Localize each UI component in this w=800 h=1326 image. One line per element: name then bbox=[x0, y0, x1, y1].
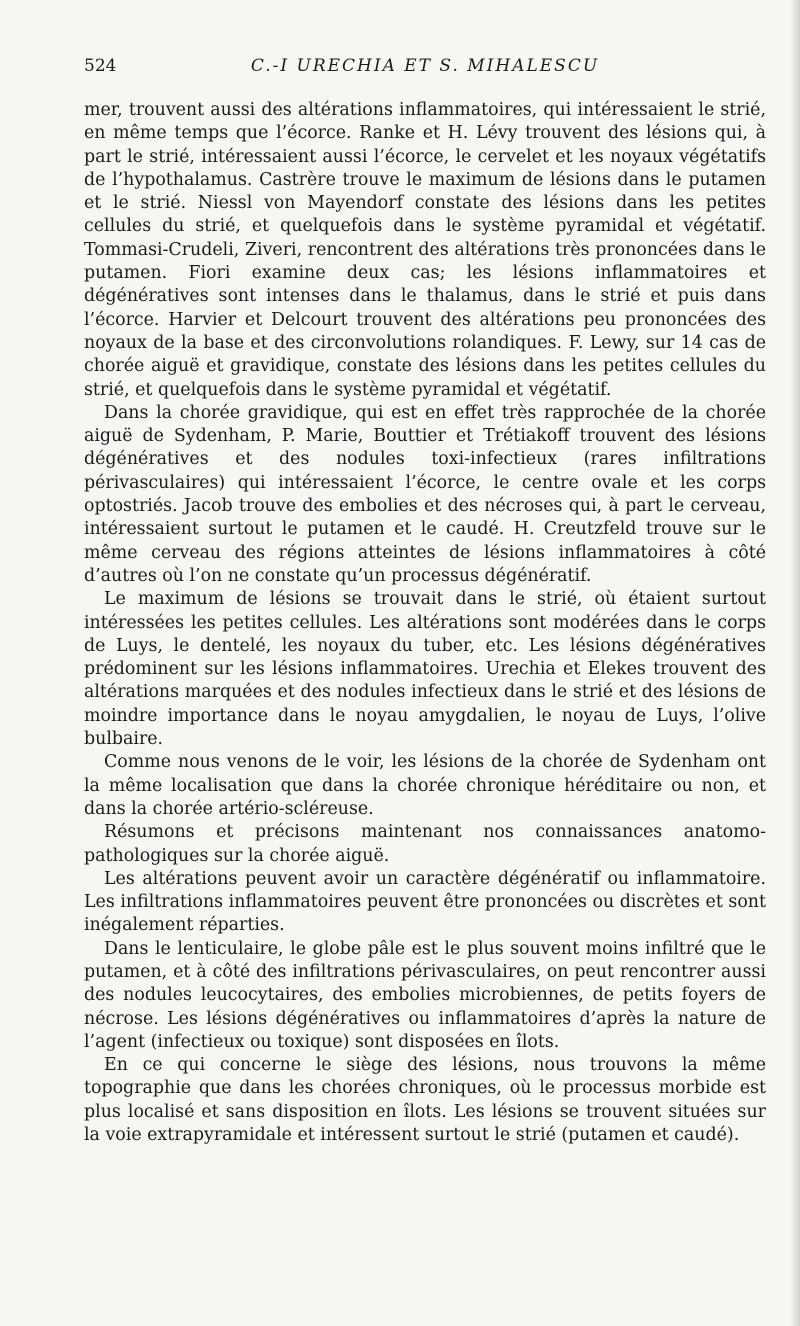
paragraph: Comme nous venons de le voir, les lésions de la chorée de Sydenham ont la même localisation que dans la chorée chronique héréditaire ou non, et dans la chorée artério-scléreuse. bbox=[84, 752, 766, 819]
paragraph: Dans le lenticulaire, le globe pâle est le plus souvent moins infiltré que le putamen, et à côté des infiltrations périvasculaires, on peut rencontrer aussi des nodules leucocytaires, des embolies microbiennes, de petits foyers de nécrose. Les lésions dégénératives ou inflammatoires d’après la nature de l’agent (infectieux ou toxique) sont disposées en îlots. bbox=[84, 938, 766, 1052]
paragraph: Les altérations peuvent avoir un caractère dégénératif ou inflammatoire. Les infiltrations inflammatoires peuvent être prononcées ou discrètes et sont inégalement réparties. bbox=[84, 868, 766, 936]
page-header bbox=[84, 56, 766, 80]
body-text bbox=[84, 99, 766, 1147]
running-head: C.-I URECHIA ET S. MIHALESCU bbox=[250, 56, 600, 76]
paragraph: Le maximum de lésions se trouvait dans le strié, où étaient surtout intéressées les petites cellules. Les altérations sont modérées dans le corps de Luys, le dentelé, les noyaux du tuber, etc. Les lésions dégénératives prédominent sur les lésions inflammatoires. Urechia et Elekes trouvent des altérations marquées et des nodules infectieux dans le strié et des lésions de moindre importance dans le noyau amygdalien, le noyau de Luys, l’olive bulbaire. bbox=[84, 589, 766, 750]
paragraph: Résumons et précisons maintenant nos connaissances anatomo-pathologiques sur la chorée aiguë. bbox=[84, 822, 766, 866]
paragraph: En ce qui concerne le siège des lésions, nous trouvons la même topographie que dans les chorées chroniques, où le processus morbide est plus localisé et sans disposition en îlots. Les lésions se trouvent situées sur la voie extrapyramidale et intéressent surtout le strié (putamen et caudé). bbox=[84, 1055, 766, 1146]
paragraph: Dans la chorée gravidique, qui est en effet très rapprochée de la chorée aiguë de Sydenham, P. Marie, Bouttier et Trétiakoff trouvent des lésions dégénératives et des nodules toxi-infectieux (rares infiltrations périvasculaires) qui intéressaient l’écorce, le centre ovale et les corps optostriés. Jacob trouve des embolies et des nécroses qui, à part le cerveau, intéressaient surtout le putamen et le caudé. H. Creutzfeld trouve sur le même cerveau des régions atteintes de lésions inflammatoires à côté d’autres où l’on ne constate qu’un processus dégénératif. bbox=[84, 402, 766, 586]
page-edge-shadow bbox=[790, 0, 800, 1326]
paragraph: mer, trouvent aussi des altérations inflammatoires, qui intéressaient le strié, en même temps que l’écorce. Ranke et H. Lévy trouvent des lésions qui, à part le strié, intéressaient aussi l’écorce, le cervelet et les noyaux végétatifs de l’hypothalamus. Castrère trouve le maximum de lésions dans le putamen et le strié. Niessl von Mayendorf constate des lésions dans les petites cellules du strié, et quelquefois dans le système pyramidal et végétatif. Tommasi-Crudeli, Ziveri, rencontrent des altérations très prononcées dans le putamen. Fiori examine deux cas; les lésions inflammatoires et dégénératives sont intenses dans le thalamus, dans le strié et puis dans l’écorce. Harvier et Delcourt trouvent des altérations peu prononcées des noyaux de la base et des circonvolutions rolandiques. F. Lewy, sur 14 cas de chorée aiguë et gravidique, constate des lésions dans les petites cellules du strié, et quelquefois dans le système pyramidal et végétatif. bbox=[84, 100, 766, 400]
page-number: 524 bbox=[84, 56, 117, 76]
